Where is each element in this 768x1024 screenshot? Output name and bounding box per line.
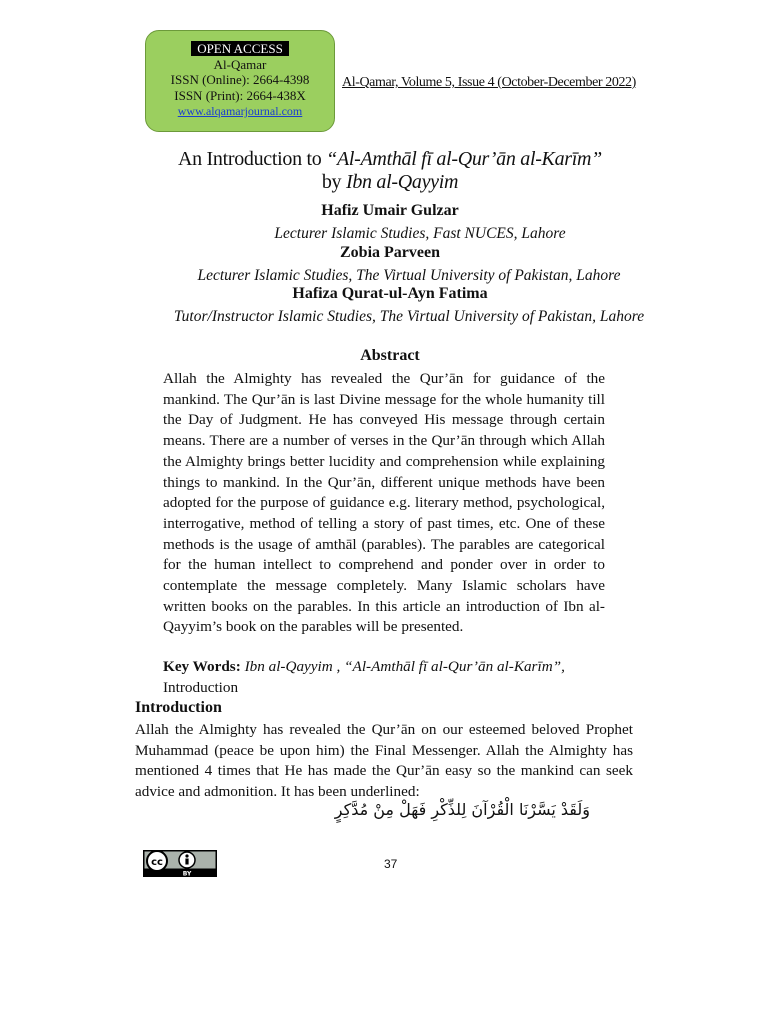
keywords-plain: Introduction bbox=[163, 678, 239, 696]
title-prefix: An Introduction to bbox=[177, 148, 327, 170]
introduction-heading: Introduction bbox=[135, 699, 222, 716]
abstract-text: Allah the Almighty has revealed the Qur’ān for guidance of the mankind. The Qur’ān is last Divine message for the whole humanity till the Day of Judgment. He has conveyed His message through certain means. There are a number of verses in the Qur’ān through which Allah the Almighty brings better lucidity and comprehension while explaining things to mankind. In the Qur’ān, different unique methods have been adopted for the purpose of guidance e.g. literary method, psychological, interrogative, method of telling a story of past times, etc. One of these methods is the usage of amthāl (parables). The parables are categorical for the human intellect to comprehend and ponder over in order to contemplate the message completely. Many Islamic scholars have written books on the parables. In this article an introduction of Ibn al-Qayyim’s book on the parables will be presented. bbox=[163, 370, 605, 636]
author-affiliation-2: Lecturer Islamic Studies, The Virtual University of Pakistan, Lahore bbox=[197, 267, 621, 284]
svg-text:cc: cc bbox=[151, 857, 163, 868]
title-author: Ibn al-Qayyim bbox=[345, 171, 459, 193]
author-affiliation-3: Tutor/Instructor Islamic Studies, The Virtual University of Pakistan, Lahore bbox=[173, 308, 645, 325]
abstract-heading: Abstract bbox=[360, 347, 420, 364]
keywords-label: Key Words: bbox=[163, 658, 241, 675]
introduction-text: Allah the Almighty has revealed the Qur’ān on our esteemed beloved Prophet Muhammad (peace be upon him) the Final Messenger. Allah the Almighty has mentioned 4 times that He has made the Qur’ān easy so the mankind can seek advice and admonition. It has been underlined: bbox=[135, 721, 633, 801]
issn-online: ISSN (Online): 2664-4398 bbox=[170, 72, 310, 87]
journal-info-box bbox=[145, 30, 335, 132]
arabic-verse: وَلَقَدْ يَسَّرْنَا الْقُرْآنَ لِلذِّكْرِ فَهَلْ مِنْ مُدَّكِرٍ bbox=[334, 800, 590, 819]
journal-name: Al-Qamar bbox=[213, 56, 267, 72]
open-access-badge: OPEN ACCESS bbox=[191, 41, 289, 56]
cc-by-icon bbox=[143, 850, 217, 877]
title-book: “Al-Amthāl fī al-Qur’ān al-Karīm” bbox=[326, 148, 603, 170]
keywords bbox=[163, 657, 605, 698]
journal-issue-header: Al-Qamar, Volume 5, Issue 4 (October-December 2022) bbox=[342, 75, 636, 90]
author-affiliation-1: Lecturer Islamic Studies, Fast NUCES, Lahore bbox=[274, 225, 566, 242]
issn-print: ISSN (Print): 2664-438X bbox=[174, 87, 306, 103]
cc-by-label: BY bbox=[182, 870, 192, 877]
page-number: 37 bbox=[384, 857, 398, 871]
paper-title bbox=[140, 148, 640, 194]
journal-url-link[interactable]: www.alqamarjournal.com bbox=[177, 104, 303, 118]
title-by: by bbox=[321, 171, 346, 193]
author-name-1: Hafiz Umair Gulzar bbox=[321, 202, 459, 219]
author-name-3: Hafiza Qurat-ul-Ayn Fatima bbox=[292, 285, 488, 302]
keywords-italic: Ibn al-Qayyim , “Al-Amthāl fī al-Qur’ān al-Karīm”, bbox=[244, 658, 565, 675]
author-name-2: Zobia Parveen bbox=[340, 244, 440, 261]
